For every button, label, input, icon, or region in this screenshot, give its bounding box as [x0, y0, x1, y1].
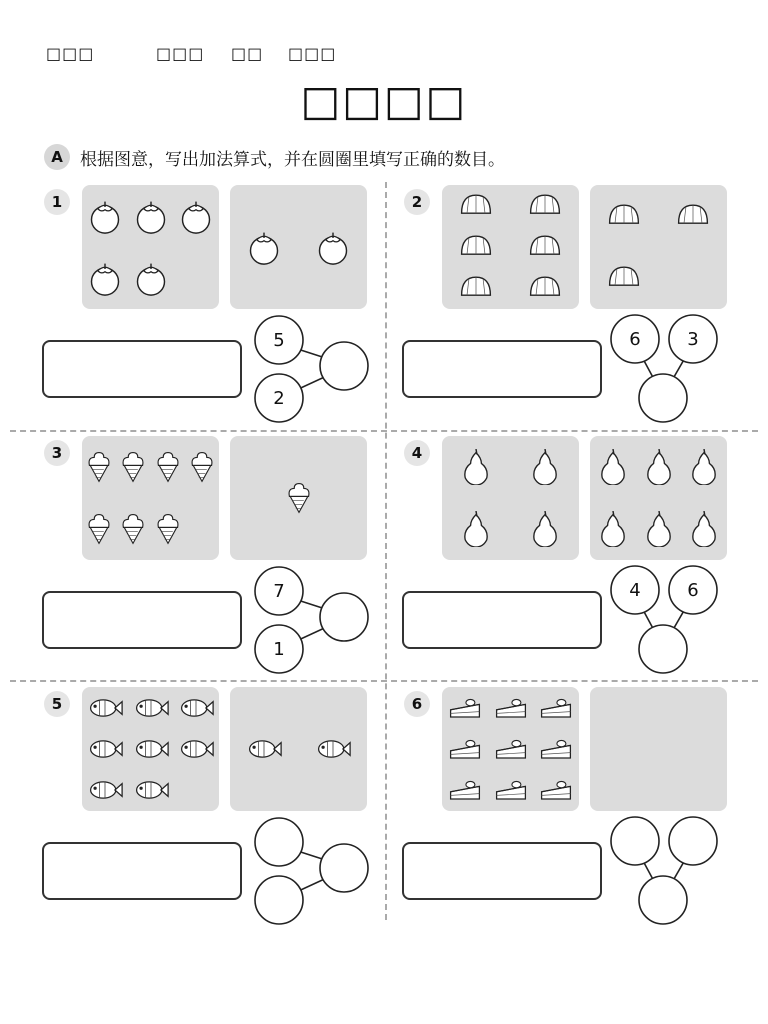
- pear-icon: [686, 449, 722, 485]
- problem-5-number-badge: 5: [44, 691, 70, 717]
- pear-icon: [595, 449, 631, 485]
- problem-1-bubble-a-label: 5: [273, 330, 285, 351]
- problem-1-number-bond: [245, 313, 385, 433]
- problem-2-bubble-a-label: 6: [629, 329, 641, 350]
- problem-1-answer-box[interactable]: [42, 340, 242, 398]
- header-field-2: □□□: [156, 44, 205, 63]
- pear-icon: [527, 511, 563, 547]
- ice-cream-icon: [152, 451, 184, 483]
- bun-icon: [606, 260, 642, 296]
- problem-6-right-panel: [590, 687, 727, 811]
- header-field-1: □□□: [46, 44, 95, 63]
- cake-icon: [447, 731, 483, 767]
- problem-6-number-badge: 6: [404, 691, 430, 717]
- bun-icon: [458, 270, 494, 306]
- mangosteen-icon: [178, 198, 214, 234]
- problem-2-bubble-sum[interactable]: [639, 374, 687, 422]
- cake-icon: [493, 690, 529, 726]
- ice-cream-icon: [117, 513, 149, 545]
- ice-cream-icon: [186, 451, 218, 483]
- problem-1-number-badge: 1: [44, 189, 70, 215]
- mangosteen-icon: [133, 260, 169, 296]
- cake-icon: [538, 731, 574, 767]
- mangosteen-icon: [315, 229, 351, 265]
- cake-icon: [538, 690, 574, 726]
- pear-icon: [458, 511, 494, 547]
- fish-icon: [246, 731, 282, 767]
- pear-icon: [641, 449, 677, 485]
- ice-cream-icon: [117, 451, 149, 483]
- mangosteen-icon: [87, 198, 123, 234]
- problem-4-number-badge: 4: [404, 440, 430, 466]
- page-title: □□□□: [300, 76, 468, 125]
- cake-icon: [447, 772, 483, 808]
- problem-6-answer-box[interactable]: [402, 842, 602, 900]
- bun-icon: [527, 270, 563, 306]
- problem-4-answer-box[interactable]: [402, 591, 602, 649]
- problem-2-number-bond: [605, 313, 745, 433]
- cake-icon: [493, 731, 529, 767]
- problem-3-bubble-b-label: 1: [273, 639, 285, 660]
- bun-icon: [675, 198, 711, 234]
- bun-icon: [527, 229, 563, 265]
- mangosteen-icon: [133, 198, 169, 234]
- cake-icon: [538, 772, 574, 808]
- pear-icon: [527, 449, 563, 485]
- fish-icon: [133, 690, 169, 726]
- problem-1-bubble-b-label: 2: [273, 388, 285, 409]
- ice-cream-icon: [152, 513, 184, 545]
- fish-icon: [133, 772, 169, 808]
- problem-4-bubble-b-label: 6: [687, 580, 699, 601]
- pear-icon: [458, 449, 494, 485]
- problem-6-number-bond: [605, 815, 745, 935]
- instruction-row: [44, 144, 505, 170]
- problem-6-bubble-b[interactable]: [669, 817, 717, 865]
- cake-icon: [447, 690, 483, 726]
- problem-4-bubble-sum[interactable]: [639, 625, 687, 673]
- fish-icon: [87, 772, 123, 808]
- bun-icon: [458, 188, 494, 224]
- mangosteen-icon: [246, 229, 282, 265]
- problem-2-bubble-b-label: 3: [687, 329, 699, 350]
- fish-icon: [133, 731, 169, 767]
- pear-icon: [641, 511, 677, 547]
- mangosteen-icon: [87, 260, 123, 296]
- problem-2-answer-box[interactable]: [402, 340, 602, 398]
- problem-5-number-bond: [245, 815, 385, 935]
- fish-icon: [87, 690, 123, 726]
- pear-icon: [595, 511, 631, 547]
- instruction-text: 根据图意，写出加法算式，并在圆圈里填写正确的数目。: [80, 149, 505, 170]
- problem-3-number-badge: 3: [44, 440, 70, 466]
- problem-5-bubble-a[interactable]: [255, 818, 303, 866]
- problem-3-number-bond: [245, 564, 385, 684]
- ice-cream-icon: [83, 451, 115, 483]
- pear-icon: [686, 511, 722, 547]
- bun-icon: [527, 188, 563, 224]
- problem-3-answer-box[interactable]: [42, 591, 242, 649]
- cake-icon: [493, 772, 529, 808]
- problem-4-bubble-a-label: 4: [629, 580, 641, 601]
- problem-4-number-bond: [605, 564, 745, 684]
- problem-5-bubble-b[interactable]: [255, 876, 303, 924]
- fish-icon: [178, 731, 214, 767]
- fish-icon: [315, 731, 351, 767]
- section-badge: A: [44, 144, 70, 170]
- fish-icon: [178, 690, 214, 726]
- header-field-3: □□: [231, 44, 264, 63]
- problem-6-bubble-a[interactable]: [611, 817, 659, 865]
- problem-3-bubble-a-label: 7: [273, 581, 285, 602]
- problem-1-bubble-sum[interactable]: [320, 342, 368, 390]
- problem-5-bubble-sum[interactable]: [320, 844, 368, 892]
- problem-2-number-badge: 2: [404, 189, 430, 215]
- bun-icon: [606, 198, 642, 234]
- column-divider: [385, 182, 387, 920]
- ice-cream-icon: [283, 482, 315, 514]
- bun-icon: [458, 229, 494, 265]
- problem-6-bubble-sum[interactable]: [639, 876, 687, 924]
- problem-5-answer-box[interactable]: [42, 842, 242, 900]
- header-field-4: □□□: [288, 44, 337, 63]
- problem-3-bubble-sum[interactable]: [320, 593, 368, 641]
- ice-cream-icon: [83, 513, 115, 545]
- fish-icon: [87, 731, 123, 767]
